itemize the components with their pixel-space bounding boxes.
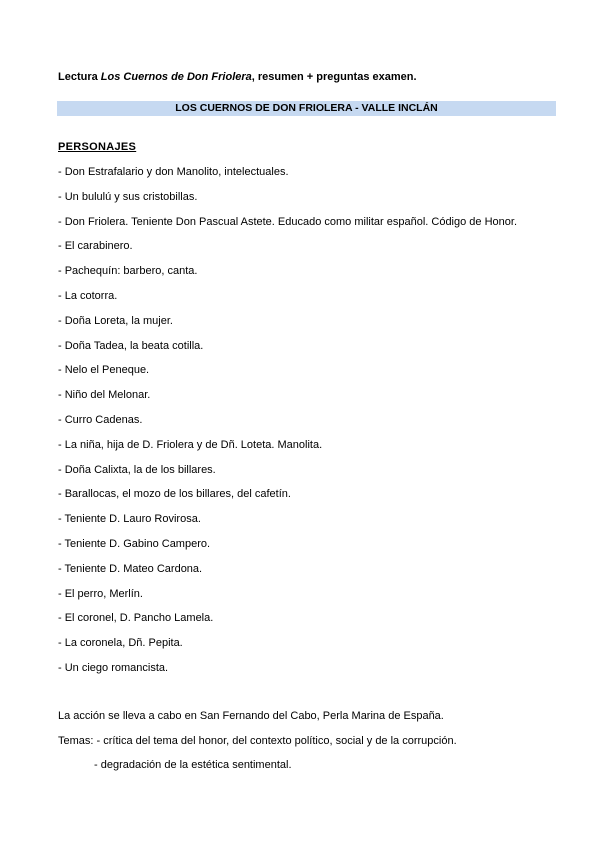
intro-prefix: Lectura xyxy=(58,71,101,83)
list-item: - Teniente D. Lauro Rovirosa. xyxy=(58,513,201,526)
list-item: - Don Estrafalario y don Manolito, intelectuales. xyxy=(58,166,289,178)
list-item: - Un bululú y sus cristobillas. xyxy=(58,190,198,203)
list-item: - El coronel, D. Pancho Lamela. xyxy=(58,612,214,625)
book-title: Los Cuernos de Don Friolera xyxy=(100,71,252,83)
list-item: - Niño del Melonar. xyxy=(58,389,151,402)
list-item: - Pachequín: barbero, canta. xyxy=(58,265,198,278)
list-item: - La coronela, Dñ. Pepita. xyxy=(58,637,183,650)
character-list xyxy=(58,165,517,686)
list-item: - Doña Loreta, la mujer. xyxy=(58,314,173,327)
list-item: - La niña, hija de D. Friolera y de Dñ. Loteta. Manolita. xyxy=(58,438,323,451)
setting-paragraph: La acción se lleva a cabo en San Fernando del Cabo, Perla Marina de España. xyxy=(58,710,444,722)
list-item: - Don Friolera. Teniente Don Pascual Astete. Educado como militar español. Código de Honor. xyxy=(58,215,517,228)
themes-line-1: Temas: - crítica del tema del honor, del contexto político, social y de la corrupción. xyxy=(58,735,457,747)
list-item: - Doña Calixta, la de los billares. xyxy=(58,463,216,476)
section-heading-personajes: PERSONAJES xyxy=(58,141,137,153)
list-item: - La cotorra. xyxy=(58,289,118,302)
list-item: - El carabinero. xyxy=(58,240,133,253)
list-item: - Curro Cadenas. xyxy=(58,413,143,426)
title-bar: LOS CUERNOS DE DON FRIOLERA - VALLE INCLÁN xyxy=(57,101,556,116)
list-item: - Doña Tadea, la beata cotilla. xyxy=(58,339,204,352)
intro-line xyxy=(58,71,417,83)
list-item: - Teniente D. Gabino Campero. xyxy=(58,537,211,550)
list-item: - Barallocas, el mozo de los billares, del cafetín. xyxy=(58,488,291,501)
themes-line-2: - degradación de la estética sentimental. xyxy=(94,759,292,771)
list-item: - El perro, Merlín. xyxy=(58,587,143,600)
list-item: - Teniente D. Mateo Cardona. xyxy=(58,562,203,575)
list-item: - Un ciego romancista. xyxy=(58,661,169,674)
intro-suffix: , resumen + preguntas examen. xyxy=(251,71,417,83)
list-item: - Nelo el Peneque. xyxy=(58,364,150,377)
